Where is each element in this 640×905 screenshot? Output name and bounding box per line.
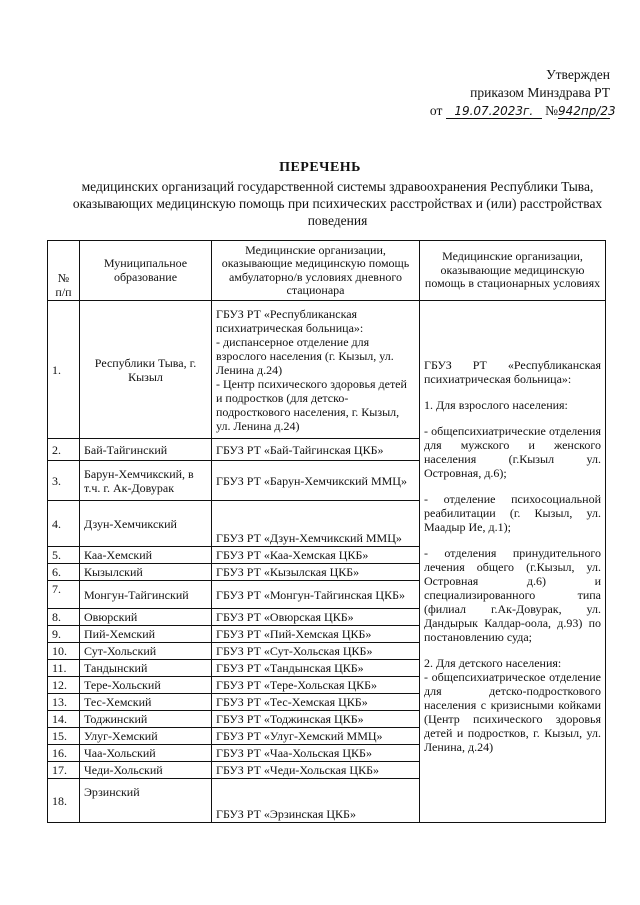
row-region: Барун-Хемчикский, в т.ч. г. Ак-Довурак	[80, 461, 212, 501]
row-num: 1.	[48, 301, 80, 439]
header-region: Муниципальное образование	[80, 241, 212, 301]
row-region: Пий-Хемский	[80, 626, 212, 643]
inpatient-p4: - отделение психосоциальной реабилитации (г. Кызыл, ул. Маадыр Ие, д.1);	[424, 491, 601, 534]
row-region: Овюрский	[80, 609, 212, 626]
row-region: Бай-Тайгинский	[80, 439, 212, 461]
header-num: № п/п	[48, 241, 80, 301]
document-subtitle: медицинских организаций государственной системы здравоохранения Республики Тыва, оказывающих медицинскую помощь при психических расстройствах и (или) расстройствах поведения	[72, 179, 603, 228]
inpatient-p1: ГБУЗ РТ «Республиканская психиатрическая больница»:	[424, 357, 601, 386]
approval-block	[429, 66, 616, 120]
from-label: от	[429, 103, 443, 118]
inpatient-p7: - общепсихиатрическое отделение для детско-подросткового населения с кризисными койками (Центр психического здоровья детей и подростков, г. Кызыл, ул. Ленина, д.24)	[424, 669, 601, 754]
row-num: 2.	[48, 439, 80, 461]
row-region: Кызылский	[80, 564, 212, 581]
inpatient-p3: - общепсихиатрические отделения для мужского и женского населения (г.Кызыл ул. Островная, д.6);	[424, 423, 601, 480]
number-label: №	[545, 103, 558, 118]
row-num: 7.	[48, 581, 80, 609]
row-num: 8.	[48, 609, 80, 626]
approval-line-approved: Утвержден	[546, 67, 610, 82]
row-num: 4.	[48, 501, 80, 547]
row-org: ГБУЗ РТ «Тес-Хемская ЦКБ»	[212, 694, 420, 711]
row-org: ГБУЗ РТ «Тере-Хольская ЦКБ»	[212, 677, 420, 694]
row-org: ГБУЗ РТ «Бай-Тайгинская ЦКБ»	[212, 439, 420, 461]
inpatient-p2: 1. Для взрослого населения:	[424, 397, 568, 412]
order-number: 942пр/23	[558, 104, 616, 118]
row-org: ГБУЗ РТ «Сут-Хольская ЦКБ»	[212, 643, 420, 660]
row-org: ГБУЗ РТ «Барун-Хемчикский ММЦ»	[212, 461, 420, 501]
row-org: ГБУЗ РТ «Тандынская ЦКБ»	[212, 660, 420, 677]
row-num: 12.	[48, 677, 80, 694]
row-region: Тоджинский	[80, 711, 212, 728]
document-title: ПЕРЕЧЕНЬ	[279, 160, 361, 175]
order-date: 19.07.2023г.	[446, 104, 542, 119]
header-outpatient: Медицинские организации, оказывающие медицинскую помощь амбулаторно/в условиях дневного стационара	[212, 241, 420, 301]
approval-line-order: приказом Минздрава РТ	[470, 85, 610, 100]
row-org: ГБУЗ РТ «Чеди-Хольская ЦКБ»	[212, 762, 420, 779]
row-num: 11.	[48, 660, 80, 677]
row-region: Чеди-Хольский	[80, 762, 212, 779]
inpatient-organizations	[420, 301, 606, 823]
row-region: Тандынский	[80, 660, 212, 677]
row-region: Улуг-Хемский	[80, 728, 212, 745]
row-region: Тере-Хольский	[80, 677, 212, 694]
row-org: ГБУЗ РТ «Пий-Хемская ЦКБ»	[212, 626, 420, 643]
row-region: Каа-Хемский	[80, 547, 212, 564]
row-num: 3.	[48, 461, 80, 501]
header-inpatient: Медицинские организации, оказывающие медицинскую помощь в стационарных условиях	[420, 241, 606, 301]
inpatient-p6: 2. Для детского населения:	[424, 655, 562, 670]
row-region: Республики Тыва, г. Кызыл	[80, 301, 212, 439]
row-num: 14.	[48, 711, 80, 728]
row-num: 5.	[48, 547, 80, 564]
inpatient-p5: - отделения принудительного лечения общего (г.Кызыл, ул. Островная д.6) и специализированного типа (филиал г.Ак-Довурак, ул. Дандырык Калдар-оола, д.93) по постановлению суда;	[424, 545, 601, 644]
row-org: ГБУЗ РТ «Тоджинская ЦКБ»	[212, 711, 420, 728]
row-org: ГБУЗ РТ «Каа-Хемская ЦКБ»	[212, 547, 420, 564]
row-org: ГБУЗ РТ «Улуг-Хемский ММЦ»	[212, 728, 420, 745]
approval-order-details	[429, 102, 616, 120]
row-region: Чаа-Хольский	[80, 745, 212, 762]
row-num: 17.	[48, 762, 80, 779]
organizations-table	[47, 240, 606, 823]
row-org: ГБУЗ РТ «Эрзинская ЦКБ»	[212, 779, 420, 823]
table-row	[48, 301, 606, 439]
row-org: ГБУЗ РТ «Овюрская ЦКБ»	[212, 609, 420, 626]
row-org: ГБУЗ РТ «Дзун-Хемчикский ММЦ»	[212, 501, 420, 547]
row-num: 16.	[48, 745, 80, 762]
row-region: Сут-Хольский	[80, 643, 212, 660]
row-region: Монгун-Тайгинский	[80, 581, 212, 609]
row-region: Дзун-Хемчикский	[80, 501, 212, 547]
row-region: Эрзинский	[80, 779, 212, 823]
row-org: ГБУЗ РТ «Кызылская ЦКБ»	[212, 564, 420, 581]
row-num: 6.	[48, 564, 80, 581]
row-num: 15.	[48, 728, 80, 745]
row-org: ГБУЗ РТ «Республиканская психиатрическая больница»: - диспансерное отделение для взрослого населения (г. Кызыл, ул. Ленина д.24) - Центр психического здоровья детей и подростков (для детско-подросткового населения, г. Кызыл, ул. Ленина д.24)	[212, 301, 420, 439]
row-num: 18.	[48, 779, 80, 823]
row-num: 9.	[48, 626, 80, 643]
row-org: ГБУЗ РТ «Монгун-Тайгинская ЦКБ»	[212, 581, 420, 609]
row-num: 10.	[48, 643, 80, 660]
table-header-row	[48, 241, 606, 301]
row-region: Тес-Хемский	[80, 694, 212, 711]
row-org: ГБУЗ РТ «Чаа-Хольская ЦКБ»	[212, 745, 420, 762]
row-num: 13.	[48, 694, 80, 711]
